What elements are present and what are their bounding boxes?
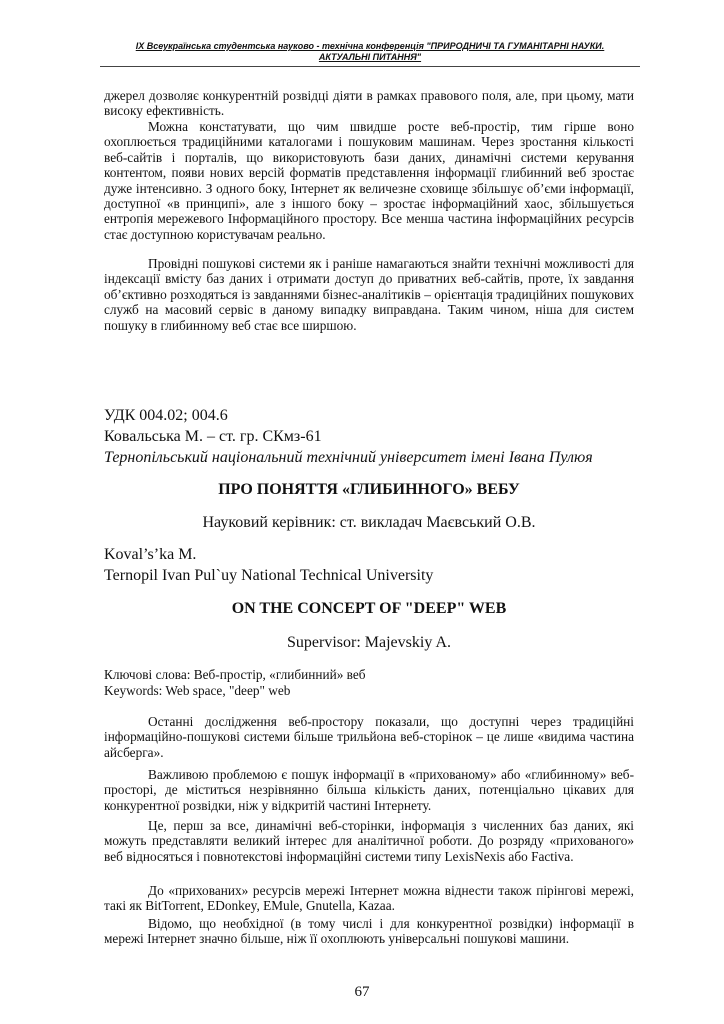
keywords-ua: Ключові слова: Веб-простір, «глибинний» веб (104, 667, 366, 682)
top-paragraph-3: Провідні пошукові системи як і раніше намагаються знайти технічні можливості для індексації вмісту баз даних і отримати доступ до приватних веб-сайтів, проте, їх завдання об’єктивно розходяться із завданнями бізнес-аналітиків – орієнтація традиційних пошукових служб на масовий сервіс в даному випадку виправдана. Таким чином, ніша для систем пошуку в глибинному веб стає все ширшою. (104, 256, 634, 333)
keywords-en: Keywords: Web space, "deep" web (104, 683, 291, 698)
top-paragraph-1: джерел дозволяє конкурентній розвідці діяти в рамках правового поля, але, при цьому, мати високу ефективність. (104, 88, 634, 119)
affiliation-ua: Тернопільський національний технічний університет імені Івана Пулюя (104, 449, 593, 466)
page-number: 67 (354, 984, 370, 1000)
author-en: Koval’s’ka M. (104, 546, 197, 563)
author-ua: Ковальська М. – ст. гр. СКмз-61 (104, 428, 322, 445)
top-paragraph-2: Можна констатувати, що чим швидше росте веб-простір, тим гірше воно охоплюється традиційними каталогами і пошуковим машинам. Через зростання кількості веб-сайтів і порталів, що використовують бази даних, динамічні системи керування контентом, появи нових версій форматів представлення інформації глибинний веб зростає дуже інтенсивно. З одного боку, Інтернет як величезне сховище збільшує об’єми інформації, доступної «в принципі», але з іншого боку – зростає інформаційний хаос, збільшується ентропія мережевого Інформаційного простору. Все менша частина інформаційних ресурсів стає доступною користувачам реально. (104, 119, 634, 242)
title-ua: ПРО ПОНЯТТЯ «ГЛИБИННОГО» ВЕБУ (218, 481, 520, 498)
affiliation-en: Ternopil Ivan Pul`uy National Technical University (104, 567, 434, 584)
body-paragraph-2: Важливою проблемою є пошук інформації в «прихованому» або «глибинному» веб-просторі, де міститься незрівнянно більша кількість даних, потенціально цікавих для конкурентної розвідки, ніж у відкритій частині Інтернету. (104, 767, 634, 813)
conference-header (100, 41, 640, 63)
header-line-1: IX Всеукраїнська студентська науково - технічна конференція "ПРИРОДНИЧІ ТА ГУМАНІТАРНІ НАУКИ. (135, 41, 605, 51)
udk-code: УДК 004.02; 004.6 (104, 407, 228, 424)
title-en: ON THE CONCEPT OF "DEEP" WEB (231, 600, 507, 617)
supervisor-ua: Науковий керівник: ст. викладач Маєвський О.В. (202, 514, 536, 531)
body-paragraph-1: Останні дослідження веб-простору показали, що доступні через традиційні інформаційно-пошукові системи більше трильйона веб-сторінок – це лише «видима частина айсберга». (104, 714, 634, 760)
body-paragraph-4: До «прихованих» ресурсів мережі Інтернет можна віднести також пірінгові мережі, такі як BitTorrent, EDonkey, EMule, Gnutella, Kazaa. (104, 883, 634, 914)
body-paragraph-5: Відомо, що необхідної (в тому числі і для конкурентної розвідки) інформації в мережі Інтернет значно більше, ніж її охоплюють універсальні пошукові машини. (104, 916, 634, 947)
header-line-2: АКТУАЛЬНІ ПИТАННЯ" (318, 52, 422, 62)
header-rule (100, 66, 640, 67)
body-paragraph-3: Це, перш за все, динамічні веб-сторінки, інформація з численних баз даних, які можуть представляти великий інтерес для аналітичної роботи. До розряду «прихованого» веб відносяться і повнотекстові інформаційні системи типу LexisNexis або Factiva. (104, 818, 634, 864)
supervisor-en: Supervisor: Majevskiy A. (287, 634, 451, 651)
